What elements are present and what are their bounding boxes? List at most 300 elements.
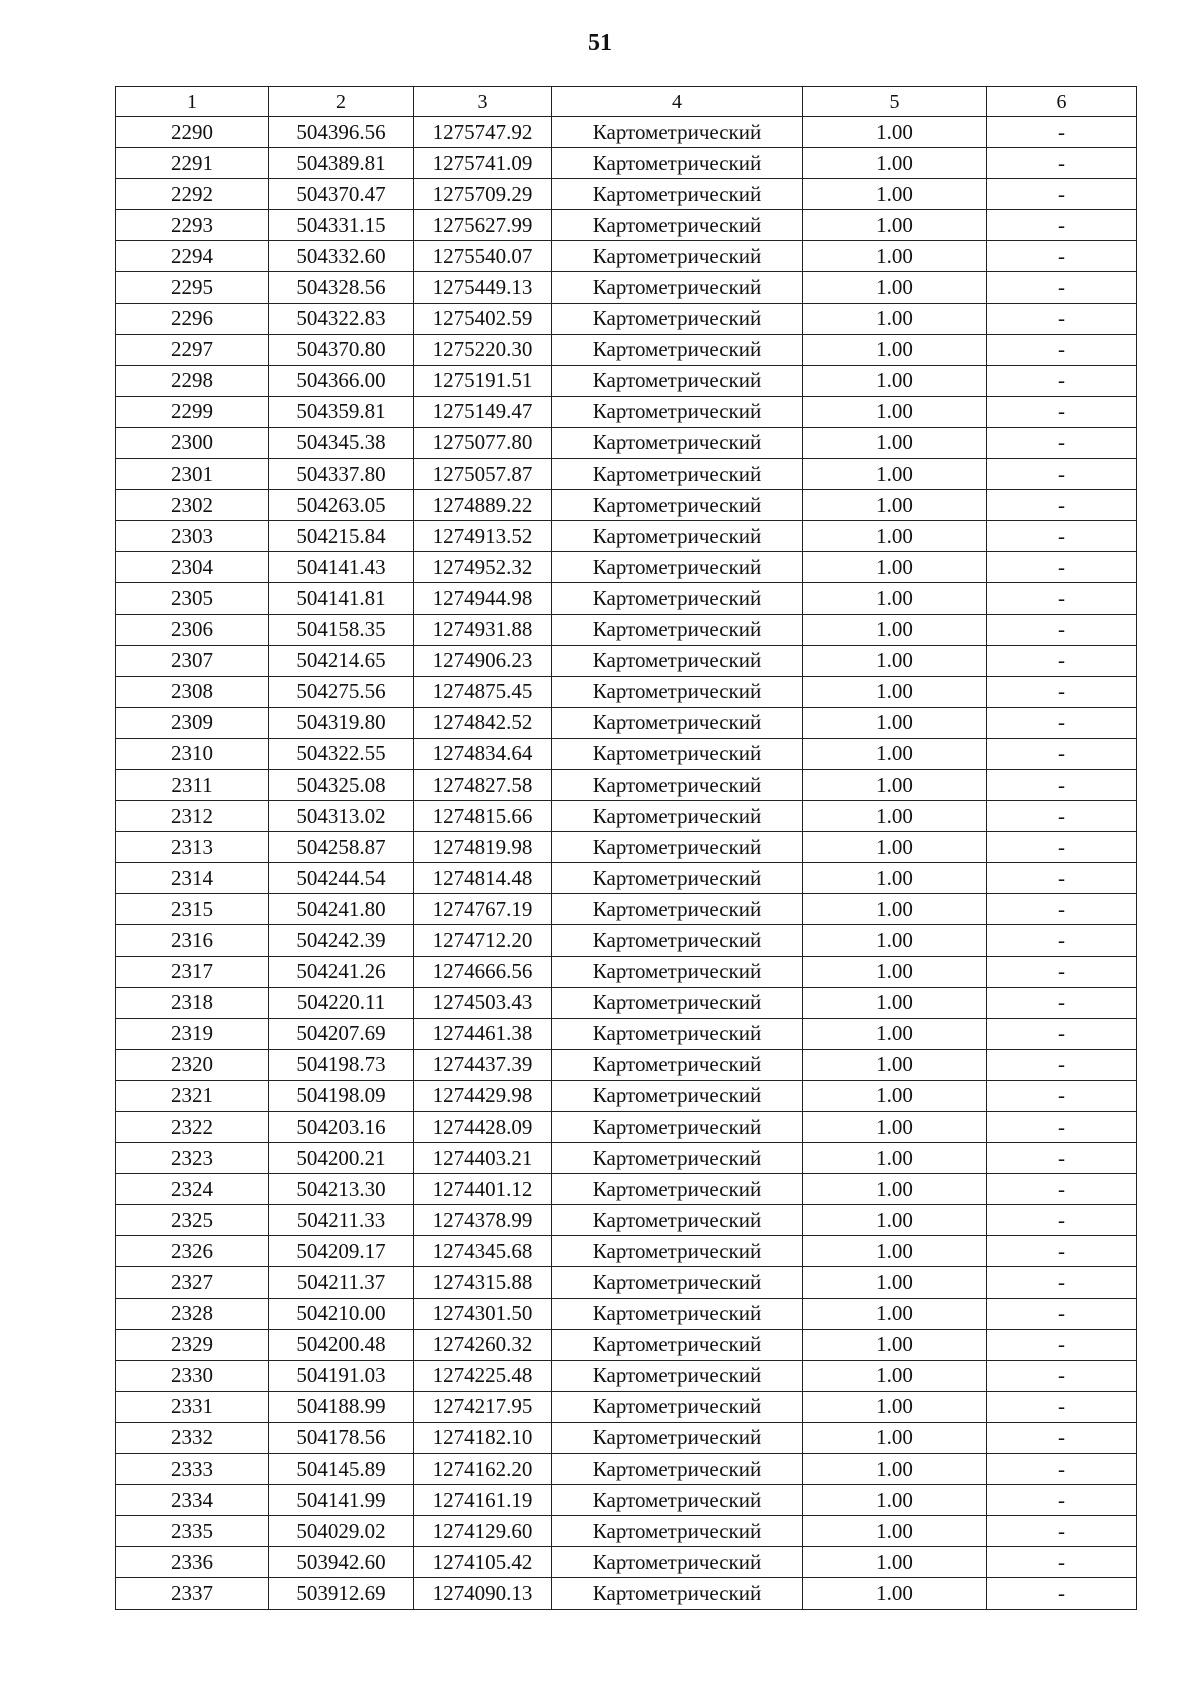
x-coordinate-cell: 504263.05 [269, 490, 414, 521]
y-coordinate-cell: 1274461.38 [414, 1018, 552, 1049]
table-row [116, 179, 1137, 210]
point-number-cell: 2306 [116, 614, 269, 645]
point-number-cell: 2335 [116, 1516, 269, 1547]
x-coordinate-cell: 504188.99 [269, 1391, 414, 1422]
note-cell: - [987, 552, 1137, 583]
x-coordinate-cell: 504332.60 [269, 241, 414, 272]
note-cell: - [987, 1485, 1137, 1516]
x-coordinate-cell: 504145.89 [269, 1454, 414, 1485]
x-coordinate-cell: 504322.83 [269, 303, 414, 334]
x-coordinate-cell: 503942.60 [269, 1547, 414, 1578]
accuracy-cell: 1.00 [803, 552, 987, 583]
point-number-cell: 2292 [116, 179, 269, 210]
note-cell: - [987, 1267, 1137, 1298]
note-cell: - [987, 738, 1137, 769]
table-row [116, 1112, 1137, 1143]
point-number-cell: 2328 [116, 1298, 269, 1329]
table-row [116, 272, 1137, 303]
table-row [116, 1267, 1137, 1298]
x-coordinate-cell: 504337.80 [269, 459, 414, 490]
y-coordinate-cell: 1275741.09 [414, 148, 552, 179]
accuracy-cell: 1.00 [803, 801, 987, 832]
x-coordinate-cell: 504331.15 [269, 210, 414, 241]
method-cell: Картометрический [552, 614, 803, 645]
accuracy-cell: 1.00 [803, 1485, 987, 1516]
y-coordinate-cell: 1274162.20 [414, 1454, 552, 1485]
point-number-cell: 2334 [116, 1485, 269, 1516]
point-number-cell: 2297 [116, 334, 269, 365]
method-cell: Картометрический [552, 1236, 803, 1267]
y-coordinate-cell: 1274767.19 [414, 894, 552, 925]
y-coordinate-cell: 1275449.13 [414, 272, 552, 303]
method-cell: Картометрический [552, 894, 803, 925]
method-cell: Картометрический [552, 925, 803, 956]
method-cell: Картометрический [552, 1018, 803, 1049]
method-cell: Картометрический [552, 1485, 803, 1516]
note-cell: - [987, 1112, 1137, 1143]
accuracy-cell: 1.00 [803, 583, 987, 614]
method-cell: Картометрический [552, 1454, 803, 1485]
method-cell: Картометрический [552, 1422, 803, 1453]
point-number-cell: 2333 [116, 1454, 269, 1485]
method-cell: Картометрический [552, 1360, 803, 1391]
page-number: 51 [588, 30, 612, 56]
accuracy-cell: 1.00 [803, 1360, 987, 1391]
point-number-cell: 2326 [116, 1236, 269, 1267]
method-cell: Картометрический [552, 552, 803, 583]
accuracy-cell: 1.00 [803, 1174, 987, 1205]
y-coordinate-cell: 1274815.66 [414, 801, 552, 832]
method-cell: Картометрический [552, 1205, 803, 1236]
method-cell: Картометрический [552, 738, 803, 769]
point-number-cell: 2315 [116, 894, 269, 925]
y-coordinate-cell: 1275191.51 [414, 365, 552, 396]
point-number-cell: 2311 [116, 769, 269, 800]
note-cell: - [987, 1422, 1137, 1453]
method-cell: Картометрический [552, 801, 803, 832]
point-number-cell: 2304 [116, 552, 269, 583]
note-cell: - [987, 117, 1137, 148]
method-cell: Картометрический [552, 769, 803, 800]
table-row [116, 769, 1137, 800]
method-cell: Картометрический [552, 1112, 803, 1143]
accuracy-cell: 1.00 [803, 365, 987, 396]
note-cell: - [987, 1080, 1137, 1111]
x-coordinate-cell: 504029.02 [269, 1516, 414, 1547]
method-cell: Картометрический [552, 396, 803, 427]
note-cell: - [987, 1391, 1137, 1422]
note-cell: - [987, 1205, 1137, 1236]
point-number-cell: 2293 [116, 210, 269, 241]
table-row [116, 1422, 1137, 1453]
point-number-cell: 2313 [116, 832, 269, 863]
note-cell: - [987, 925, 1137, 956]
note-cell: - [987, 614, 1137, 645]
table-row [116, 552, 1137, 583]
table-row [116, 614, 1137, 645]
accuracy-cell: 1.00 [803, 1205, 987, 1236]
point-number-cell: 2317 [116, 956, 269, 987]
method-cell: Картометрический [552, 707, 803, 738]
point-number-cell: 2325 [116, 1205, 269, 1236]
point-number-cell: 2300 [116, 427, 269, 458]
method-cell: Картометрический [552, 1080, 803, 1111]
note-cell: - [987, 707, 1137, 738]
point-number-cell: 2296 [116, 303, 269, 334]
y-coordinate-cell: 1274952.32 [414, 552, 552, 583]
x-coordinate-cell: 504220.11 [269, 987, 414, 1018]
x-coordinate-cell: 504242.39 [269, 925, 414, 956]
note-cell: - [987, 396, 1137, 427]
column-header: 4 [552, 87, 803, 117]
table-row [116, 427, 1137, 458]
y-coordinate-cell: 1274827.58 [414, 769, 552, 800]
y-coordinate-cell: 1274842.52 [414, 707, 552, 738]
table-row [116, 303, 1137, 334]
note-cell: - [987, 1236, 1137, 1267]
method-cell: Картометрический [552, 832, 803, 863]
y-coordinate-cell: 1274428.09 [414, 1112, 552, 1143]
point-number-cell: 2331 [116, 1391, 269, 1422]
note-cell: - [987, 334, 1137, 365]
point-number-cell: 2327 [116, 1267, 269, 1298]
accuracy-cell: 1.00 [803, 769, 987, 800]
accuracy-cell: 1.00 [803, 707, 987, 738]
table-header-row [116, 87, 1137, 117]
note-cell: - [987, 1547, 1137, 1578]
note-cell: - [987, 490, 1137, 521]
table-row [116, 1080, 1137, 1111]
method-cell: Картометрический [552, 459, 803, 490]
method-cell: Картометрический [552, 863, 803, 894]
method-cell: Картометрический [552, 521, 803, 552]
table-row [116, 241, 1137, 272]
accuracy-cell: 1.00 [803, 832, 987, 863]
point-number-cell: 2294 [116, 241, 269, 272]
accuracy-cell: 1.00 [803, 396, 987, 427]
x-coordinate-cell: 504158.35 [269, 614, 414, 645]
coordinates-table [115, 86, 1137, 1610]
y-coordinate-cell: 1274225.48 [414, 1360, 552, 1391]
accuracy-cell: 1.00 [803, 334, 987, 365]
x-coordinate-cell: 504389.81 [269, 148, 414, 179]
x-coordinate-cell: 504214.65 [269, 645, 414, 676]
method-cell: Картометрический [552, 583, 803, 614]
y-coordinate-cell: 1274403.21 [414, 1143, 552, 1174]
y-coordinate-cell: 1274875.45 [414, 676, 552, 707]
accuracy-cell: 1.00 [803, 1018, 987, 1049]
method-cell: Картометрический [552, 427, 803, 458]
table-row [116, 1578, 1137, 1609]
x-coordinate-cell: 504396.56 [269, 117, 414, 148]
x-coordinate-cell: 504200.21 [269, 1143, 414, 1174]
y-coordinate-cell: 1274944.98 [414, 583, 552, 614]
note-cell: - [987, 894, 1137, 925]
note-cell: - [987, 1454, 1137, 1485]
y-coordinate-cell: 1274931.88 [414, 614, 552, 645]
y-coordinate-cell: 1274217.95 [414, 1391, 552, 1422]
method-cell: Картометрический [552, 1516, 803, 1547]
note-cell: - [987, 1049, 1137, 1080]
note-cell: - [987, 1329, 1137, 1360]
x-coordinate-cell: 504241.26 [269, 956, 414, 987]
y-coordinate-cell: 1274913.52 [414, 521, 552, 552]
x-coordinate-cell: 504328.56 [269, 272, 414, 303]
accuracy-cell: 1.00 [803, 1143, 987, 1174]
y-coordinate-cell: 1275149.47 [414, 396, 552, 427]
table-row [116, 117, 1137, 148]
point-number-cell: 2322 [116, 1112, 269, 1143]
note-cell: - [987, 956, 1137, 987]
table-row [116, 1360, 1137, 1391]
note-cell: - [987, 832, 1137, 863]
table-row [116, 1547, 1137, 1578]
method-cell: Картометрический [552, 1174, 803, 1205]
table-row [116, 738, 1137, 769]
table-row [116, 583, 1137, 614]
table-row [116, 148, 1137, 179]
y-coordinate-cell: 1274429.98 [414, 1080, 552, 1111]
table-row [116, 801, 1137, 832]
note-cell: - [987, 148, 1137, 179]
point-number-cell: 2321 [116, 1080, 269, 1111]
point-number-cell: 2308 [116, 676, 269, 707]
method-cell: Картометрический [552, 303, 803, 334]
x-coordinate-cell: 504244.54 [269, 863, 414, 894]
y-coordinate-cell: 1274666.56 [414, 956, 552, 987]
x-coordinate-cell: 504211.33 [269, 1205, 414, 1236]
y-coordinate-cell: 1274834.64 [414, 738, 552, 769]
note-cell: - [987, 1143, 1137, 1174]
x-coordinate-cell: 504370.80 [269, 334, 414, 365]
column-header: 5 [803, 87, 987, 117]
y-coordinate-cell: 1275077.80 [414, 427, 552, 458]
y-coordinate-cell: 1275220.30 [414, 334, 552, 365]
method-cell: Картометрический [552, 1298, 803, 1329]
point-number-cell: 2307 [116, 645, 269, 676]
accuracy-cell: 1.00 [803, 676, 987, 707]
x-coordinate-cell: 504313.02 [269, 801, 414, 832]
method-cell: Картометрический [552, 987, 803, 1018]
x-coordinate-cell: 504215.84 [269, 521, 414, 552]
y-coordinate-cell: 1274401.12 [414, 1174, 552, 1205]
table-row [116, 1454, 1137, 1485]
note-cell: - [987, 179, 1137, 210]
accuracy-cell: 1.00 [803, 459, 987, 490]
point-number-cell: 2324 [116, 1174, 269, 1205]
method-cell: Картометрический [552, 1049, 803, 1080]
point-number-cell: 2318 [116, 987, 269, 1018]
note-cell: - [987, 272, 1137, 303]
table-row [116, 1516, 1137, 1547]
accuracy-cell: 1.00 [803, 1267, 987, 1298]
note-cell: - [987, 521, 1137, 552]
y-coordinate-cell: 1274090.13 [414, 1578, 552, 1609]
accuracy-cell: 1.00 [803, 1112, 987, 1143]
accuracy-cell: 1.00 [803, 1391, 987, 1422]
x-coordinate-cell: 504319.80 [269, 707, 414, 738]
method-cell: Картометрический [552, 210, 803, 241]
point-number-cell: 2299 [116, 396, 269, 427]
note-cell: - [987, 365, 1137, 396]
accuracy-cell: 1.00 [803, 1578, 987, 1609]
y-coordinate-cell: 1274129.60 [414, 1516, 552, 1547]
accuracy-cell: 1.00 [803, 1422, 987, 1453]
method-cell: Картометрический [552, 148, 803, 179]
table-row [116, 490, 1137, 521]
point-number-cell: 2314 [116, 863, 269, 894]
table-row [116, 396, 1137, 427]
method-cell: Картометрический [552, 1547, 803, 1578]
note-cell: - [987, 801, 1137, 832]
note-cell: - [987, 303, 1137, 334]
y-coordinate-cell: 1274712.20 [414, 925, 552, 956]
x-coordinate-cell: 504345.38 [269, 427, 414, 458]
x-coordinate-cell: 504141.43 [269, 552, 414, 583]
table-row [116, 365, 1137, 396]
point-number-cell: 2336 [116, 1547, 269, 1578]
method-cell: Картометрический [552, 1267, 803, 1298]
accuracy-cell: 1.00 [803, 1454, 987, 1485]
note-cell: - [987, 769, 1137, 800]
x-coordinate-cell: 504207.69 [269, 1018, 414, 1049]
table-row [116, 1018, 1137, 1049]
method-cell: Картометрический [552, 179, 803, 210]
x-coordinate-cell: 504258.87 [269, 832, 414, 863]
method-cell: Картометрический [552, 676, 803, 707]
accuracy-cell: 1.00 [803, 1547, 987, 1578]
x-coordinate-cell: 504275.56 [269, 676, 414, 707]
table-row [116, 210, 1137, 241]
x-coordinate-cell: 504210.00 [269, 1298, 414, 1329]
table-row [116, 1205, 1137, 1236]
column-header: 1 [116, 87, 269, 117]
point-number-cell: 2320 [116, 1049, 269, 1080]
x-coordinate-cell: 504241.80 [269, 894, 414, 925]
x-coordinate-cell: 504141.81 [269, 583, 414, 614]
note-cell: - [987, 863, 1137, 894]
y-coordinate-cell: 1275747.92 [414, 117, 552, 148]
method-cell: Картометрический [552, 1143, 803, 1174]
x-coordinate-cell: 504322.55 [269, 738, 414, 769]
table-row [116, 1329, 1137, 1360]
note-cell: - [987, 1360, 1137, 1391]
point-number-cell: 2295 [116, 272, 269, 303]
y-coordinate-cell: 1274345.68 [414, 1236, 552, 1267]
x-coordinate-cell: 504370.47 [269, 179, 414, 210]
method-cell: Картометрический [552, 272, 803, 303]
method-cell: Картометрический [552, 117, 803, 148]
table-row [116, 894, 1137, 925]
table-row [116, 832, 1137, 863]
note-cell: - [987, 427, 1137, 458]
note-cell: - [987, 1578, 1137, 1609]
y-coordinate-cell: 1275709.29 [414, 179, 552, 210]
accuracy-cell: 1.00 [803, 1049, 987, 1080]
table-row [116, 1485, 1137, 1516]
method-cell: Картометрический [552, 645, 803, 676]
method-cell: Картометрический [552, 334, 803, 365]
y-coordinate-cell: 1274301.50 [414, 1298, 552, 1329]
method-cell: Картометрический [552, 490, 803, 521]
accuracy-cell: 1.00 [803, 179, 987, 210]
table-row [116, 521, 1137, 552]
table-row [116, 459, 1137, 490]
table-row [116, 1143, 1137, 1174]
note-cell: - [987, 1298, 1137, 1329]
y-coordinate-cell: 1274437.39 [414, 1049, 552, 1080]
point-number-cell: 2323 [116, 1143, 269, 1174]
x-coordinate-cell: 504213.30 [269, 1174, 414, 1205]
table-row [116, 987, 1137, 1018]
table-row [116, 1236, 1137, 1267]
accuracy-cell: 1.00 [803, 490, 987, 521]
x-coordinate-cell: 504178.56 [269, 1422, 414, 1453]
method-cell: Картометрический [552, 956, 803, 987]
table-row [116, 863, 1137, 894]
x-coordinate-cell: 504203.16 [269, 1112, 414, 1143]
accuracy-cell: 1.00 [803, 987, 987, 1018]
x-coordinate-cell: 504198.09 [269, 1080, 414, 1111]
y-coordinate-cell: 1274503.43 [414, 987, 552, 1018]
x-coordinate-cell: 504209.17 [269, 1236, 414, 1267]
point-number-cell: 2310 [116, 738, 269, 769]
x-coordinate-cell: 504211.37 [269, 1267, 414, 1298]
note-cell: - [987, 1174, 1137, 1205]
point-number-cell: 2337 [116, 1578, 269, 1609]
point-number-cell: 2290 [116, 117, 269, 148]
point-number-cell: 2319 [116, 1018, 269, 1049]
note-cell: - [987, 645, 1137, 676]
accuracy-cell: 1.00 [803, 738, 987, 769]
method-cell: Картометрический [552, 1391, 803, 1422]
y-coordinate-cell: 1274889.22 [414, 490, 552, 521]
method-cell: Картометрический [552, 1329, 803, 1360]
y-coordinate-cell: 1274182.10 [414, 1422, 552, 1453]
table-row [116, 645, 1137, 676]
accuracy-cell: 1.00 [803, 241, 987, 272]
y-coordinate-cell: 1275057.87 [414, 459, 552, 490]
x-coordinate-cell: 504198.73 [269, 1049, 414, 1080]
table-row [116, 707, 1137, 738]
x-coordinate-cell: 504366.00 [269, 365, 414, 396]
accuracy-cell: 1.00 [803, 427, 987, 458]
y-coordinate-cell: 1275402.59 [414, 303, 552, 334]
point-number-cell: 2329 [116, 1329, 269, 1360]
table-row [116, 1049, 1137, 1080]
note-cell: - [987, 987, 1137, 1018]
y-coordinate-cell: 1274315.88 [414, 1267, 552, 1298]
y-coordinate-cell: 1274260.32 [414, 1329, 552, 1360]
accuracy-cell: 1.00 [803, 148, 987, 179]
x-coordinate-cell: 504359.81 [269, 396, 414, 427]
accuracy-cell: 1.00 [803, 863, 987, 894]
y-coordinate-cell: 1274161.19 [414, 1485, 552, 1516]
point-number-cell: 2332 [116, 1422, 269, 1453]
accuracy-cell: 1.00 [803, 614, 987, 645]
point-number-cell: 2291 [116, 148, 269, 179]
accuracy-cell: 1.00 [803, 1516, 987, 1547]
point-number-cell: 2316 [116, 925, 269, 956]
point-number-cell: 2302 [116, 490, 269, 521]
column-header: 3 [414, 87, 552, 117]
point-number-cell: 2298 [116, 365, 269, 396]
y-coordinate-cell: 1274105.42 [414, 1547, 552, 1578]
column-header: 6 [987, 87, 1137, 117]
accuracy-cell: 1.00 [803, 303, 987, 334]
accuracy-cell: 1.00 [803, 1080, 987, 1111]
note-cell: - [987, 241, 1137, 272]
